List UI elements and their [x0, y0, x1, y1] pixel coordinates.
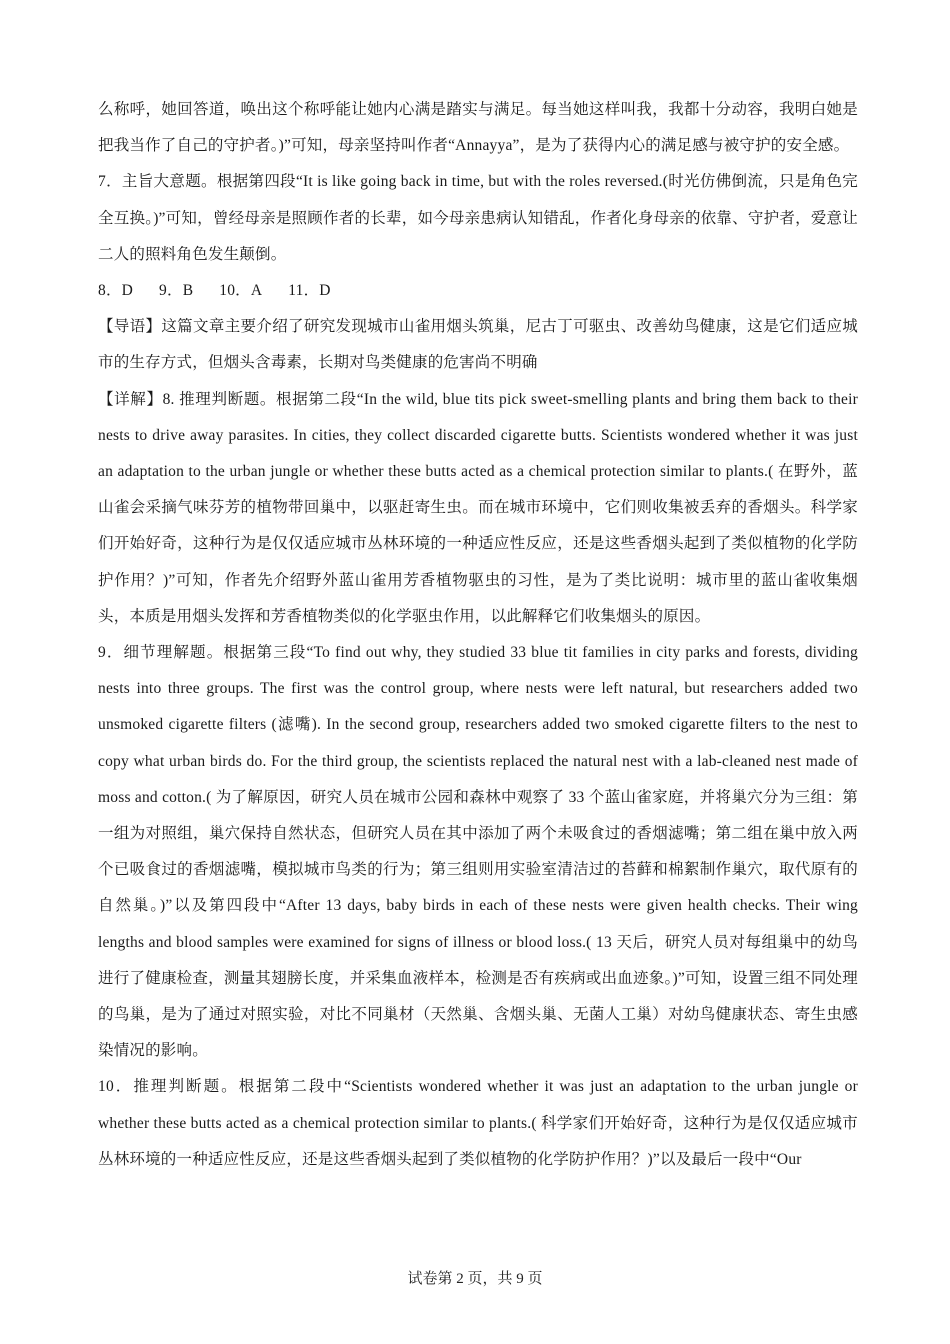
page-footer: 试卷第 2 页，共 9 页	[407, 1271, 543, 1287]
detail-8-paragraph: 【详解】8. 推理判断题。根据第二段“In the wild, blue tits pick sweet-smelling plants and bring them back to their nests to drive away parasites. In cities, they collect discarded cigarette butts. Scientists wondered whether it was just an adaptation to the urban jungle or whether these butts acted as a chemical protection similar to plants.( 在野外，蓝山雀会采摘气味芬芳的植物带回巢中，以驱赶寄生虫。而在城市环境中，它们则收集被丢弃的香烟头。科学家们开始好奇，这种行为是仅仅适应城市丛林环境的一种适应性反应，还是这些香烟头起到了类似植物的化学防护作用？)”可知，作者先介绍野外蓝山雀用芳香植物驱虫的习性，是为了类比说明：城市里的蓝山雀收集烟头，本质是用烟头发挥和芳香植物类似的化学驱虫作用，以此解释它们收集烟头的原因。	[98, 390, 858, 625]
answer-8: 8．D	[98, 282, 134, 300]
guide-paragraph: 【导语】这篇文章主要介绍了研究发现城市山雀用烟头筑巢，尼古丁可驱虫、改善幼鸟健康，这是它们适应城市的生存方式，但烟头含毒素，长期对鸟类健康的危害尚不明确	[98, 318, 858, 372]
detail-9-paragraph: 9．细节理解题。根据第三段“To find out why, they studied 33 blue tit families in city parks and forests, dividing nests into three groups. The first was the control group, where nests were left natural, but researchers added two unsmoked cigarette filters (滤嘴). In the second group, researchers added two smoked cigarette filters to the nest to copy what urban birds do. For the third group, the scientists replaced the natural nest with a lab-cleaned nest made of moss and cotton.( 为了解原因，研究人员在城市公园和森林中观察了 33 个蓝山雀家庭，并将巢穴分为三组：第一组为对照组，巢穴保持自然状态，但研究人员在其中添加了两个未吸食过的香烟滤嘴；第二组在巢中放入两个已吸食过的香烟滤嘴，模拟城市鸟类的行为；第三组则用实验室清洁过的苔藓和棉絮制作巢穴，取代原有的自然巢。)”以及第四段中“After 13 days, baby birds in each of these nests were given health checks. Their wing lengths and blood samples were examined for signs of illness or blood loss.( 13 天后，研究人员对每组巢中的幼鸟进行了健康检查，测量其翅膀长度，并采集血液样本，检测是否有疾病或出血迹象。)”可知，设置三组不同处理的鸟巢，是为了通过对照实验，对比不同巢材（天然巢、含烟头巢、无菌人工巢）对幼鸟健康状态、寄生虫感染情况的影响。	[98, 644, 858, 1060]
answer-11: 11．D	[288, 282, 331, 300]
answer-10: 10．A	[219, 282, 263, 300]
detail-10-paragraph: 10．推理判断题。根据第二段中“Scientists wondered whether it was just an adaptation to the urban jungle or whether these butts acted as a chemical protection similar to plants.( 科学家们开始好奇，这种行为是仅仅适应城市丛林环境的一种适应性反应，还是这些香烟头起到了类似植物的化学防护作用？)”以及最后一段中“Our	[98, 1078, 858, 1168]
document-body	[98, 92, 858, 1178]
answer-9: 9．B	[159, 282, 194, 300]
paragraph-7: 7．主旨大意题。根据第四段“It is like going back in time, but with the roles reversed.(时光仿佛倒流，只是角色完全互换。)”可知，曾经母亲是照顾作者的长辈，如今母亲患病认知错乱，作者化身母亲的依靠、守护者，爱意让二人的照料角色发生颠倒。	[98, 173, 858, 263]
answer-key-row	[98, 273, 858, 309]
paragraph-6-continuation: 么称呼，她回答道，唤出这个称呼能让她内心满是踏实与满足。每当她这样叫我，我都十分动容，我明白她是把我当作了自己的守护者。)”可知，母亲坚持叫作者“Annayya”，是为了获得内心的满足感与被守护的安全感。	[98, 101, 858, 155]
